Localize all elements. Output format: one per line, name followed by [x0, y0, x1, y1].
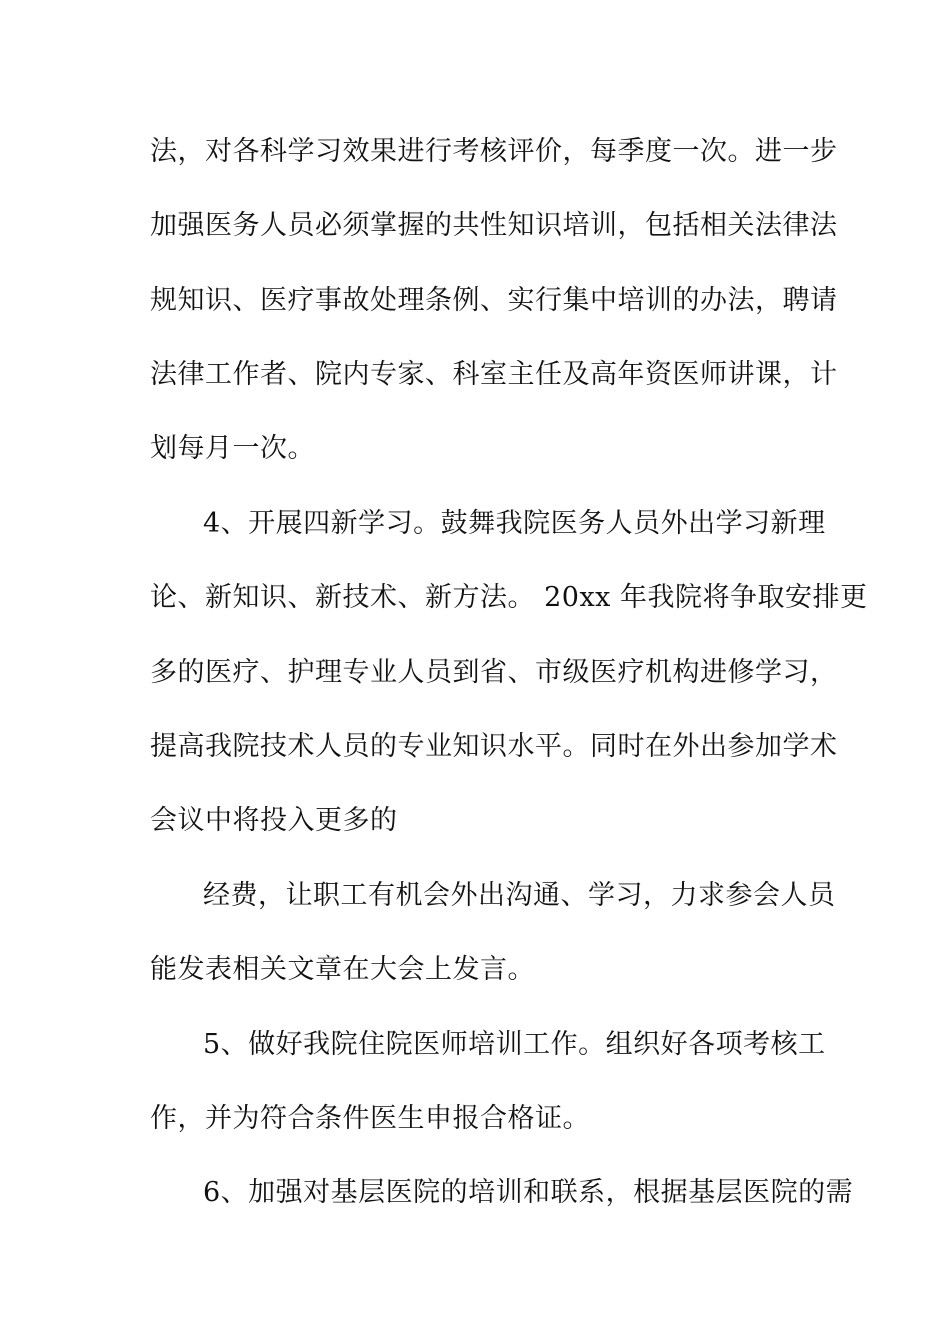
- paragraph-continuation: 经费，让职工有机会外出沟通、学习，力求参会人员: [203, 880, 836, 911]
- text-line-4: 法律工作者、院内专家、科室主任及高年资医师讲课，计: [150, 359, 838, 390]
- text-line-5: 划每月一次。: [150, 433, 315, 464]
- text-line-14: 作，并为符合条件医生申报合格证。: [150, 1103, 590, 1134]
- text-line-2: 加强医务人员必须掌握的共性知识培训，包括相关法律法: [150, 210, 838, 241]
- text-line-1: 法，对各科学习效果进行考核评价，每季度一次。进一步: [150, 136, 838, 167]
- paragraph-4-start: 4、开展四新学习。鼓舞我院医务人员外出学习新理: [203, 508, 826, 539]
- text-line-9: 提高我院技术人员的专业知识水平。同时在外出参加学术: [150, 731, 838, 762]
- text-line-12: 能发表相关文章在大会上发言。: [150, 954, 535, 985]
- text-line-8: 多的医疗、护理专业人员到省、市级医疗机构进修学习，: [150, 657, 838, 688]
- text-line-10: 会议中将投入更多的: [150, 805, 398, 836]
- paragraph-6-start: 6、加强对基层医院的培训和联系，根据基层医院的需: [203, 1177, 854, 1208]
- text-line-7: 论、新知识、新技术、新方法。 20xx 年我院将争取安排更: [150, 582, 868, 613]
- paragraph-5-start: 5、做好我院住院医师培训工作。组织好各项考核工: [203, 1029, 826, 1060]
- text-line-3: 规知识、医疗事故处理条例、实行集中培训的办法，聘请: [150, 285, 838, 316]
